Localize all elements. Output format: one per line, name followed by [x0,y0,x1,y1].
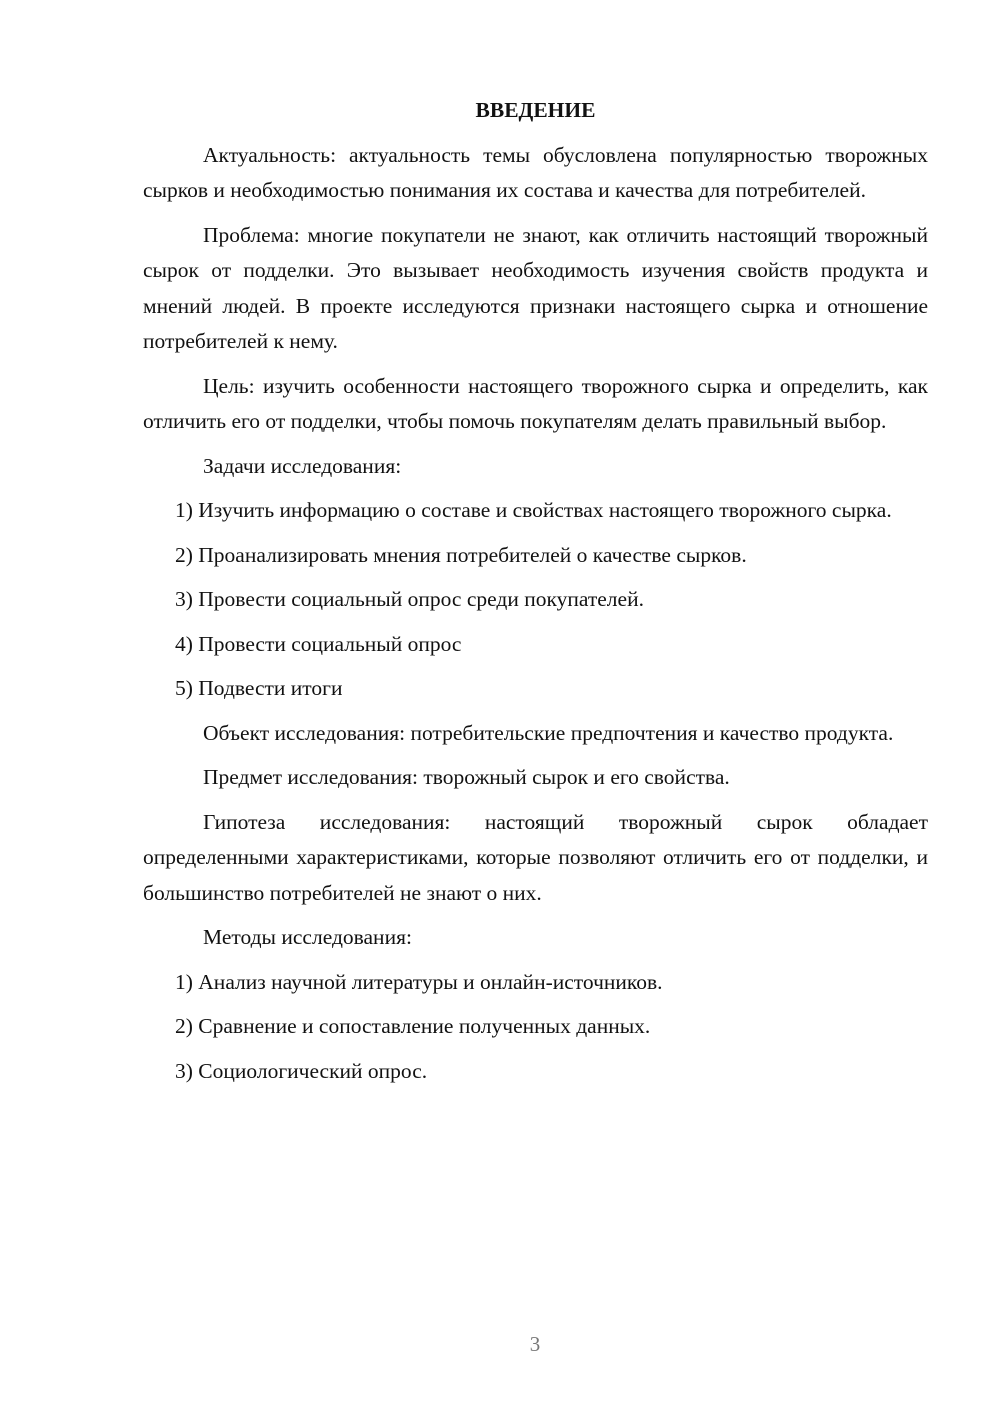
relevance-paragraph: Актуальность: актуальность темы обусловлена популярностью творожных сырков и необходимостью понимания их состава и качества для потребителей. [143,142,928,202]
page-number: 3 [529,1332,541,1356]
object-paragraph: Объект исследования: потребительские предпочтения и качество продукта. [203,720,894,745]
method-item-3: 3) Социологический опрос. [175,1058,428,1083]
goal-paragraph: Цель: изучить особенности настоящего творожного сырка и определить, как отличить его от подделки, чтобы помочь покупателям делать правильный выбор. [143,373,928,433]
task-item-4: 4) Провести социальный опрос [175,631,462,656]
problem-paragraph: Проблема: многие покупатели не знают, как отличить настоящий творожный сырок от подделки. Это вызывает необходимость изучения свойств продукта и мнений людей. В проекте исследуются признаки настоящего сырка и отношение потребителей к нему. [143,222,928,353]
task-item-3: 3) Провести социальный опрос среди покупателей. [175,587,644,611]
task-item-5: 5) Подвести итоги [175,676,343,700]
methods-heading: Методы исследования: [203,925,412,949]
tasks-heading: Задачи исследования: [203,453,402,478]
task-item-2: 2) Проанализировать мнения потребителей о качестве сырков. [175,542,747,567]
page-title: ВВЕДЕНИЕ [475,98,596,122]
method-item-1: 1) Анализ научной литературы и онлайн-источников. [175,969,663,994]
page-content [143,93,928,1089]
method-item-2: 2) Сравнение и сопоставление полученных данных. [175,1014,651,1038]
subject-paragraph: Предмет исследования: творожный сырок и его свойства. [203,765,730,789]
hypothesis-paragraph: Гипотеза исследования: настоящий творожный сырок обладает определенными характеристиками, которые позволяют отличить его от подделки, и большинство потребителей не знают о них. [143,809,928,905]
task-item-1: 1) Изучить информацию о составе и свойствах настоящего творожного сырка. [175,498,892,522]
